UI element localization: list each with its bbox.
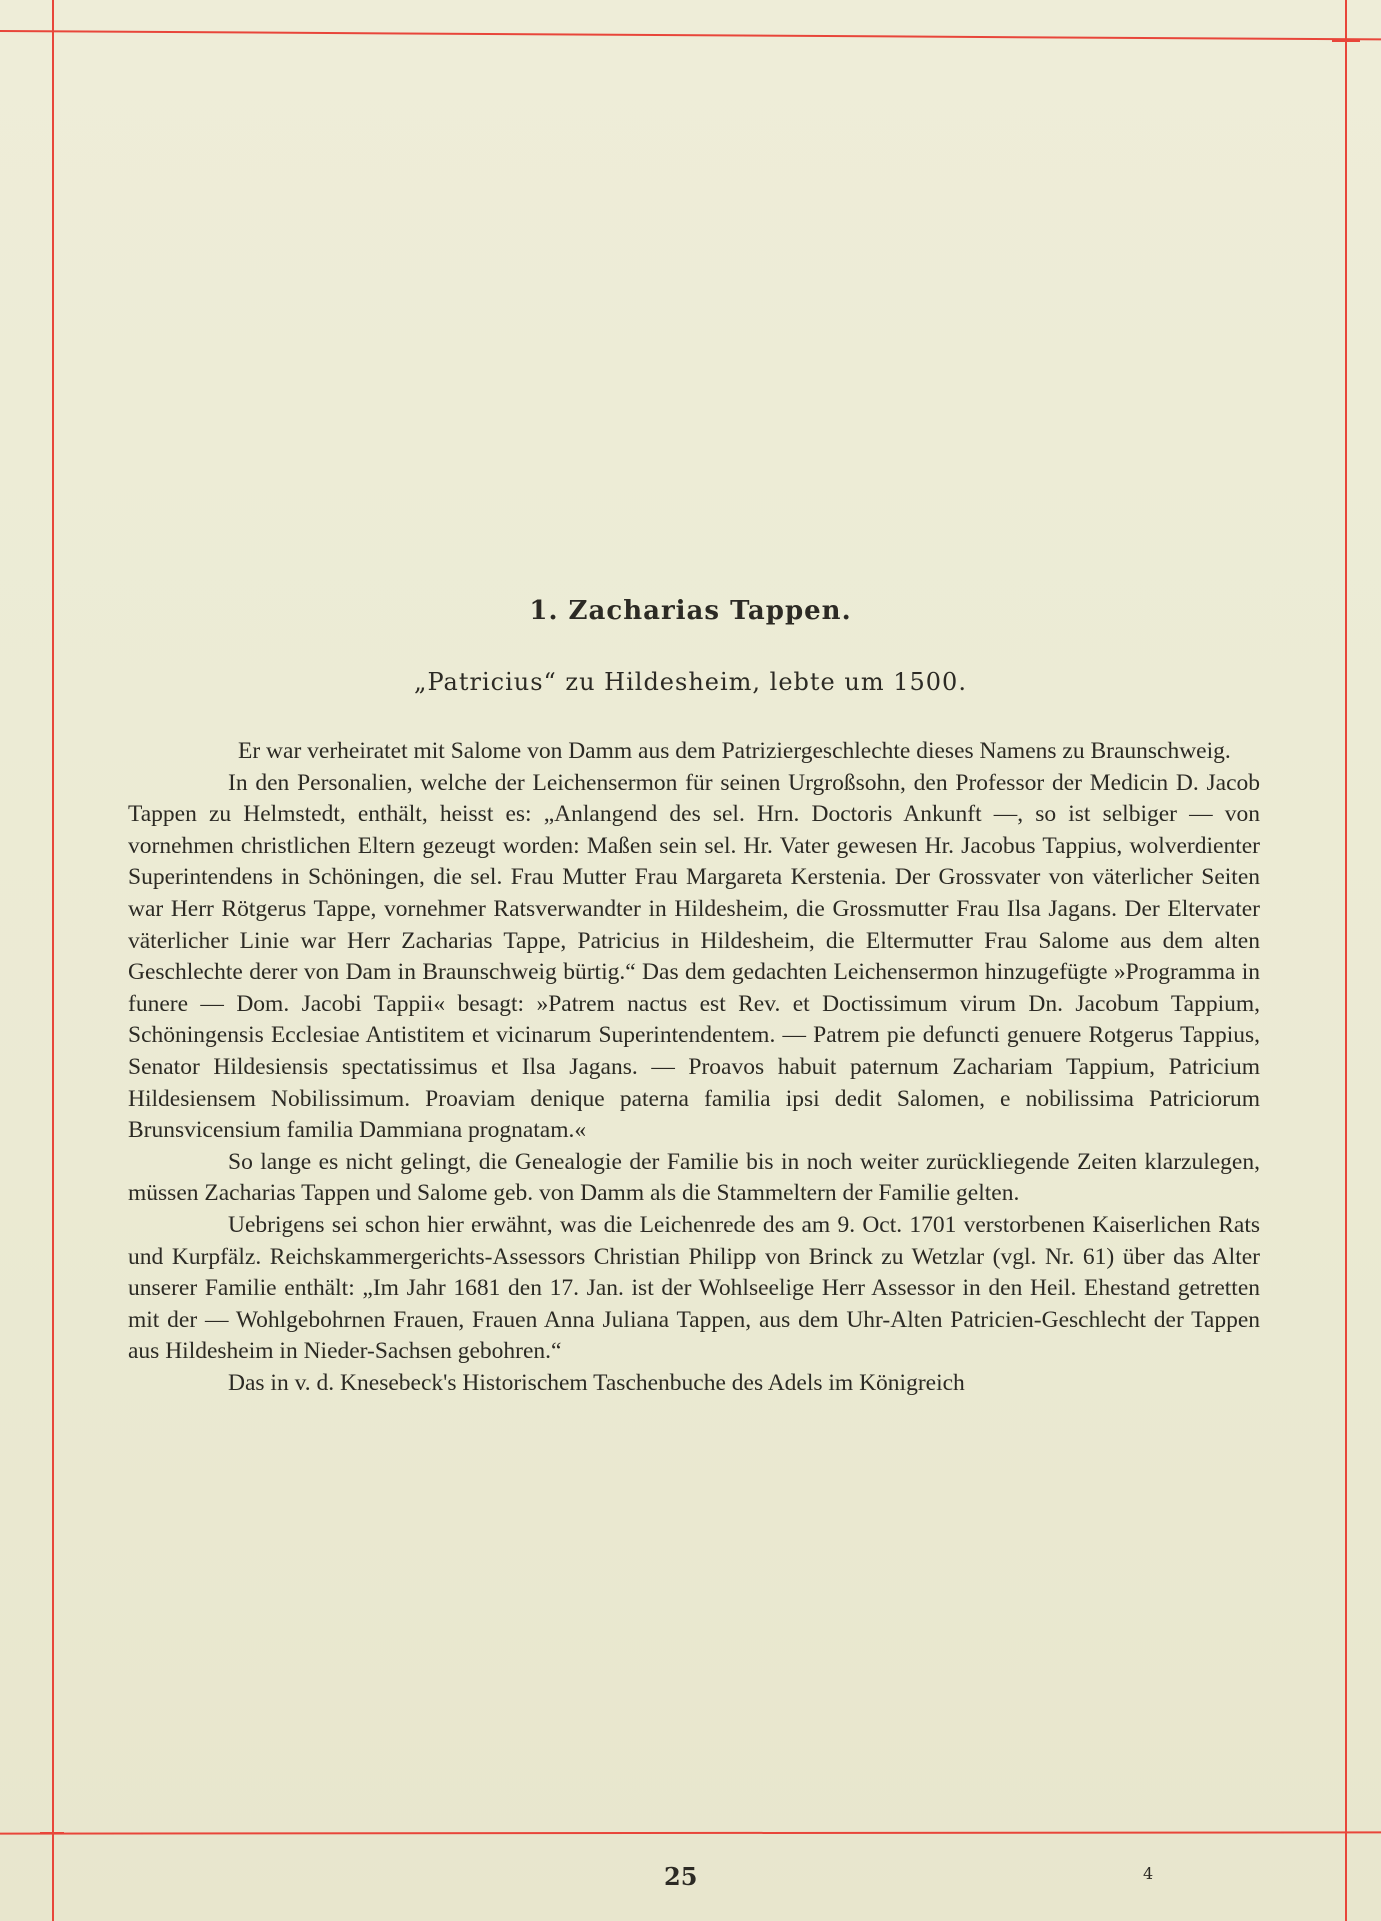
crop-mark: [40, 1832, 64, 1834]
crop-line-right: [1345, 0, 1347, 1921]
crop-line-left: [52, 0, 54, 1921]
body-text: [128, 736, 1260, 1399]
signature-mark: 4: [1143, 1864, 1154, 1883]
paragraph: Das in v. d. Knesebeck's Historischem Taschenbuche des Adels im Königreich: [228, 1369, 965, 1396]
crop-line-top: [0, 30, 1381, 40]
crop-line-bottom: [0, 1831, 1381, 1834]
paragraph: So lange es nicht gelingt, die Genealogie der Familie bis in noch weiter zurückliegende Zeiten klarzulegen, müssen Zacharias Tappen und Salome geb. von Damm als die Stammeltern der Familie gelten.: [128, 1148, 1260, 1207]
paragraph: Er war verheiratet mit Salome von Damm aus dem Patriziergeschlechte dieses Namens zu Braunschweig.: [238, 738, 1231, 764]
paragraph: Uebrigens sei schon hier erwähnt, was die Leichenrede des am 9. Oct. 1701 verstorbenen Kaiserlichen Rats und Kurpfälz. Reichskammergerichts-Assessors Christian Philipp von Brinck zu Wetzlar (vgl. Nr. 61) über das Alter unserer Familie enthält: „Im Jahr 1681 den 17. Jan. ist der Wohlseelige Herr Assessor in den Heil. Ehestand getretten mit der — Wohlgebohrnen Frauen, Frauen Anna Juliana Tappen, aus dem Uhr-Alten Patricien-Geschlecht der Tappen aus Hildesheim in Nieder-Sachsen gebohren.“: [128, 1211, 1260, 1365]
page-number: 25: [664, 1862, 698, 1891]
chapter-heading: 1. Zacharias Tappen.: [529, 596, 852, 626]
crop-mark: [1332, 40, 1360, 42]
paragraph: In den Personalien, welche der Leichensermon für seinen Urgroßsohn, den Professor der Medicin D. Jacob Tappen zu Helmstedt, enthält, heisst es: „Anlangend des sel. Hrn. Doctoris Ankunft —, so ist selbiger — von vornehmen christlichen Eltern gezeugt worden: Maßen sein sel. Hr. Vater gewesen Hr. Jacobus Tappius, wolverdienter Superintendens in Schöningen, die sel. Frau Mutter Frau Margareta Kerstenia. Der Grossvater von väterlicher Seiten war Herr Rötgerus Tappe, vornehmer Ratsverwandter in Hildesheim, die Grossmutter Frau Ilsa Jagans. Der Eltervater väterlicher Linie war Herr Zacharias Tappe, Patricius in Hildesheim, die Eltermutter Frau Salome aus dem alten Geschlechte derer von Dam in Braunschweig bürtig.“ Das dem gedachten Leichensermon hinzugefügte »Programma in funere — Dom. Jacobi Tappii« besagt: »Patrem nactus est Rev. et Doctissimum virum Dn. Jacobum Tappium, Schöningensis Ecclesiae Antistitem et vicinarum Superintendentem. — Patrem pie defuncti genuere Rotgerus Tappius, Senator Hildesiensis spectatissimus et Ilsa Jagans. — Proavos habuit paternum Zachariam Tappium, Patricium Hildesiensem Nobilissimum. Proaviam denique paterna familia ipsi dedit Salomen, e nobilissima Patriciorum Brunsvicensium familia Dammiana prognatam.«: [128, 769, 1260, 1144]
chapter-subheading: „Patricius“ zu Hildesheim, lebte um 1500.: [414, 668, 967, 696]
